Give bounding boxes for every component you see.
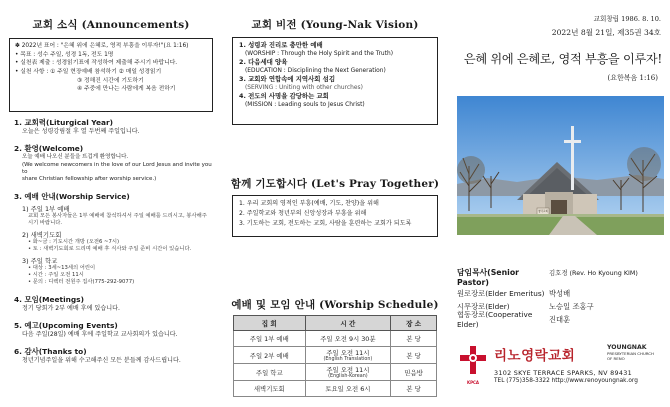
- schedule-time: [305, 364, 391, 381]
- intro-line-motto: ✽ 2022년 표어 : "은혜 위에 은혜로, 영적 부흥을 이루자!"(요 1:16): [15, 43, 189, 49]
- schedule-title: 예배 및 모임 안내 (Worship Schedule): [231, 299, 439, 311]
- item-body-liturgical: 오늘은 성령강림절 후 열 두번째 주일입니다.: [22, 128, 140, 135]
- item-heading-welcome: 2. 환영(Welcome): [14, 144, 84, 154]
- vision-item-mission: 4. 전도의 사명을 감당하는 교회: [239, 91, 329, 100]
- schedule-header-event: 집 회: [234, 316, 306, 331]
- sub-heading-first-service: 1) 주일 1부 예배: [22, 204, 70, 213]
- table-row: [234, 381, 437, 397]
- staff-list: [457, 287, 669, 329]
- staff-role: 시무장로(Elder): [457, 301, 510, 311]
- vision-item-education: 2. 다음세대 양육: [239, 57, 288, 66]
- vision-box: [232, 37, 438, 125]
- schedule-place: 본 당: [391, 347, 437, 364]
- cross-logo-icon: [457, 344, 489, 376]
- vision-item-mission-en: (MISSION : Leading souls to Jesus Christ): [245, 101, 365, 108]
- church-photo: [457, 96, 664, 235]
- sub-body-first-service-2: 시기 바랍니다.: [28, 220, 63, 227]
- vision-item-worship: 1. 성령과 진리로 충만한 예배: [239, 41, 323, 49]
- church-name-korean: 리노영락교회: [494, 348, 576, 364]
- schedule-event: 새벽기도회: [234, 381, 306, 397]
- intro-line-practice-4: ④ 주중에 만나는 사람에게 복음 전하기: [77, 86, 176, 93]
- prayer-item-3: 3. 기도하는 교회, 전도하는 교회, 사람을 훈련하는 교회가 되도록: [239, 219, 412, 227]
- list-item: [457, 287, 669, 300]
- intro-line-practice-3: ③ 정해진 시간에 기도하기: [77, 77, 144, 84]
- schedule-time-main: 주일 오전 11시: [326, 366, 370, 374]
- table-row: [234, 364, 437, 381]
- middle-column: [222, 0, 448, 407]
- list-item: [457, 310, 669, 329]
- prayer-item-2: 2. 주일학교와 청년부의 신앙성장과 부흥을 위해: [239, 209, 367, 217]
- intro-line-submit: • 실천表 제출 : 성경읽기표에 작성하여 제출해 주시기 바랍니다.: [15, 60, 178, 67]
- prayer-box: [232, 195, 438, 237]
- announcements-title: 교회 소식 (Announcements): [32, 19, 190, 31]
- schedule-table-wrap: [222, 315, 437, 397]
- sub-heading-sunday-school: 3) 주일 학교: [22, 256, 58, 265]
- church-name-en-3: OF RENO: [607, 355, 625, 361]
- table-row: [234, 331, 437, 347]
- vision-item-serving-en: (SERVING : Uniting with other churches): [245, 84, 363, 91]
- church-address: 3102 SKYE TERRACE SPARKS, NV 89431: [494, 369, 632, 377]
- schedule-time-main: 토요일 오전 6시: [325, 385, 371, 393]
- vision-item-education-en: (EDUCATION : Disciplining the Next Generation): [245, 67, 386, 74]
- announcement-list: [14, 112, 218, 365]
- staff-role: 원로장로(Elder Emeritus): [457, 288, 545, 298]
- church-logo: [457, 344, 489, 384]
- sub-body-sunday-school-1: • 대상 : 3세~13세의 어린이: [28, 264, 96, 271]
- announcements-column: [0, 0, 222, 407]
- item-body-welcome-2: (We welcome newcomers in the love of our Lord Jesus and invite you to: [22, 161, 212, 176]
- senior-pastor-name: 김호경 (Rev. Ho Kyoung KIM): [549, 269, 638, 277]
- cover-column: [448, 0, 670, 407]
- intro-line-practice: • 실천 사항 : ① 주일 현장예배 참석하기 ② 매일 성경읽기: [15, 69, 162, 76]
- item-body-thanks: 청년기념주일을 위해 수고해주신 모든 분들께 감사드립니다.: [22, 357, 181, 365]
- intro-line-goal: • 목표 : 성수 주일, 성경 1독, 전도 1명: [15, 51, 114, 58]
- church-building-image: [457, 96, 664, 235]
- staff-name: 노승일 조홍구: [549, 301, 594, 311]
- vision-title: 교회 비전 (Young-Nak Vision): [251, 19, 419, 31]
- schedule-header-row: [234, 316, 437, 331]
- table-row: [234, 347, 437, 364]
- founded-date: 교회창립 1986. 8. 10.: [593, 15, 661, 23]
- schedule-time: [305, 347, 391, 364]
- item-body-upcoming: 다음 주일(28일) 예배 후에 주일학교 교사회의가 있습니다.: [22, 330, 178, 338]
- item-heading-meetings: 4. 모임(Meetings): [14, 294, 84, 304]
- church-name-english: [607, 344, 654, 362]
- prayer-item-1: 1. 우리 교회의 영적인 부흥(예배, 기도, 찬양)을 위해: [239, 200, 379, 207]
- item-body-welcome-1: 오늘 예배 나오신 분들을 뜨겁게 환영합니다.: [22, 154, 129, 161]
- sub-body-first-service-1: 교회 모든 봉사자들은 1부 예배에 참석하셔서 주일 예배를 드리시고, 봉사해주: [28, 212, 207, 219]
- schedule-header-time: 시 간: [305, 316, 391, 331]
- motto-headline: 은혜 위에 은혜로, 영적 부흥을 이루자!: [463, 52, 662, 66]
- church-name-en-2: PRESBYTERIAN CHURCH: [607, 350, 654, 356]
- logo-caption: KPCA: [466, 380, 480, 385]
- schedule-header-place: 장 소: [391, 316, 437, 331]
- item-body-meetings: 정기 당회가 2부 예배 후에 있습니다.: [22, 304, 120, 312]
- schedule-table: [233, 315, 437, 397]
- item-body-welcome-3: share Christian fellowship after worship service.): [22, 176, 157, 183]
- schedule-time-main: 주일 오전 9시 30분: [320, 335, 376, 343]
- schedule-event: 주일 1부 예배: [234, 331, 306, 347]
- senior-pastor-label: 담임목사(Senior Pastor): [457, 268, 520, 287]
- schedule-time: [305, 331, 391, 347]
- schedule-place: 믿음방: [391, 364, 437, 381]
- item-heading-upcoming: 5. 예고(Upcoming Events): [14, 320, 118, 330]
- sub-body-dawn-prayer-1: • 화~금 : 기도시간 개방 (오전6 ~7시): [28, 238, 120, 245]
- sub-body-sunday-school-3: • 문의 : 디렉터 전원주 집사(775-292-9077): [28, 279, 135, 286]
- schedule-time-note: (English-Korean): [328, 374, 368, 379]
- schedule-event: 주일 학교: [234, 364, 306, 381]
- item-heading-liturgical: 1. 교회력(Liturgical Year): [14, 118, 113, 127]
- motto-box: [9, 38, 213, 112]
- staff-role: 협동장로(Cooperative Elder): [457, 310, 533, 329]
- issue-date: 2022년 8월 21일, 제35권 34호: [551, 28, 661, 37]
- item-heading-worship: 3. 예배 안내(Worship Service): [14, 191, 130, 201]
- staff-name: 박성배: [549, 288, 571, 298]
- sub-body-dawn-prayer-2: • 토 : 새벽기도회로 드리며 예배 후 식사와 주일 준비 시간이 있습니다.: [28, 246, 192, 253]
- church-sign-text: 영락교회: [537, 210, 549, 213]
- schedule-time-main: 주일 오전 11시: [326, 349, 370, 357]
- schedule-place: 본 당: [391, 381, 437, 397]
- schedule-place: 본 당: [391, 331, 437, 347]
- vision-item-serving: 3. 교회와 연합속에 지역사회 섬김: [239, 74, 336, 83]
- prayer-title: 함께 기도합시다 (Let's Pray Together): [230, 178, 440, 190]
- sub-body-sunday-school-2: • 시간 : 주일 오전 11시: [28, 271, 84, 278]
- schedule-time: [305, 381, 391, 397]
- item-heading-thanks: 6. 감사(Thanks to): [14, 347, 87, 357]
- sub-heading-dawn-prayer: 2) 새벽기도회: [22, 230, 62, 239]
- senior-pastor-row: [457, 267, 669, 287]
- staff-name: 진대훈: [549, 314, 571, 324]
- schedule-event: 주일 2부 예배: [234, 347, 306, 364]
- church-contact: TEL (775)358-3322 http://www.renoyoungnak.org: [494, 378, 638, 384]
- motto-reference: (요한복음 1:16): [607, 74, 658, 82]
- schedule-time-note: (English Translation): [323, 357, 373, 362]
- vision-item-worship-en: (WORSHIP : Through the Holy Spirit and the Truth): [245, 50, 393, 57]
- church-name-en-1: YOUNGNAK: [607, 344, 647, 351]
